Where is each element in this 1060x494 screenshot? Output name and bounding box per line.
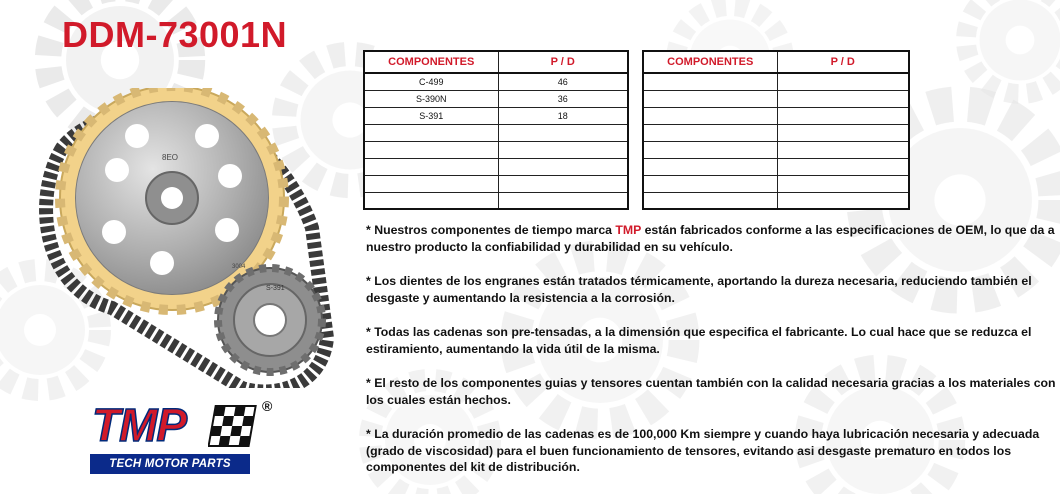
table-header-row — [364, 51, 628, 73]
cell-pd: 36 — [498, 90, 628, 107]
cell-pd — [777, 124, 909, 141]
cell-pd — [777, 192, 909, 209]
table-row — [364, 175, 628, 192]
table-row — [643, 107, 909, 124]
checkered-flag-icon — [208, 404, 260, 450]
cell-pd — [777, 73, 909, 90]
cell-pd — [777, 107, 909, 124]
cell-pd — [498, 141, 628, 158]
crank-gear-label: S-391 — [266, 285, 285, 292]
cell-component — [364, 175, 498, 192]
header-pd: P / D — [777, 51, 909, 73]
note-oem-suffix: están fabricados conforme a las especificaciones de OEM, lo que da a nuestro producto la confiabilidad y durabilidad en su vehículo. — [366, 223, 1055, 254]
crank-sprocket — [218, 268, 322, 372]
note-oem — [366, 222, 1056, 255]
cell-component — [364, 192, 498, 209]
table-row — [364, 73, 628, 90]
note-oem-brand: TMP — [615, 223, 642, 237]
cam-gear-label: 8EO — [162, 153, 179, 162]
cell-component — [643, 192, 777, 209]
cell-pd — [777, 158, 909, 175]
tmp-logo — [90, 398, 280, 478]
table-row — [643, 175, 909, 192]
cell-pd — [777, 90, 909, 107]
cell-component: S-390N — [364, 90, 498, 107]
note-chains: * Todas las cadenas son pre-tensadas, a la dimensión que especifica el fabricante. Lo cual hace que se reduzca el estiramiento, aumentando la vida útil de la misma. — [366, 325, 1032, 356]
cell-component — [643, 158, 777, 175]
timing-kit-image — [22, 88, 342, 388]
note-oem-prefix: * Nuestros componentes de tiempo marca — [366, 223, 616, 237]
table-row — [643, 73, 909, 90]
cell-component — [643, 107, 777, 124]
header-componentes: COMPONENTES — [364, 51, 498, 73]
cell-pd — [498, 175, 628, 192]
product-notes — [366, 222, 1056, 494]
components-table-right — [642, 50, 910, 210]
cell-pd: 46 — [498, 73, 628, 90]
header-componentes: COMPONENTES — [643, 51, 777, 73]
table-row — [643, 90, 909, 107]
cell-pd — [498, 192, 628, 209]
cam-gear-side-label: 3004 — [232, 264, 246, 270]
table-row — [364, 192, 628, 209]
header-pd: P / D — [498, 51, 628, 73]
logo-tagline: TECH MOTOR PARTS — [90, 454, 250, 474]
cell-component: S-391 — [364, 107, 498, 124]
table-row — [364, 141, 628, 158]
cell-component — [643, 141, 777, 158]
table-row — [643, 158, 909, 175]
cell-pd: 18 — [498, 107, 628, 124]
cell-component — [364, 158, 498, 175]
cell-pd — [498, 124, 628, 141]
page-title: DDM-73001N — [62, 14, 288, 55]
note-guides-tensioners: * El resto de los componentes guias y tensores cuentan también con la calidad necesaria gracias a los materiales con los cuales están hechos. — [366, 376, 1056, 407]
cell-component — [364, 124, 498, 141]
registered-mark: ® — [262, 398, 273, 414]
logo-text: TMP — [92, 399, 187, 451]
table-row — [643, 192, 909, 209]
table-row — [364, 124, 628, 141]
cell-component — [643, 90, 777, 107]
note-gear-teeth: * Los dientes de los engranes están tratados térmicamente, aportando la dureza necesaria, reduciendo también el desgaste y aumentando la resistencia a la corrosión. — [366, 274, 1032, 305]
note-chain-lifetime: * La duración promedio de las cadenas es de 100,000 Km siempre y cuando haya lubricación necesaria y adecuada (grado de viscosidad) para el buen funcionamiento de tensores, evitando asi desgaste prematuro en todos los componentes del kit de distribución. — [366, 427, 1040, 474]
cell-pd — [777, 175, 909, 192]
cell-component — [643, 73, 777, 90]
table-row — [364, 158, 628, 175]
cell-component — [364, 141, 498, 158]
table-header-row — [643, 51, 909, 73]
table-row — [364, 107, 628, 124]
cell-pd — [777, 141, 909, 158]
components-table-left — [363, 50, 629, 210]
cell-component — [643, 124, 777, 141]
table-row — [364, 90, 628, 107]
table-row — [643, 124, 909, 141]
cell-component — [643, 175, 777, 192]
table-row — [643, 141, 909, 158]
cell-pd — [498, 158, 628, 175]
cell-component: C-499 — [364, 73, 498, 90]
